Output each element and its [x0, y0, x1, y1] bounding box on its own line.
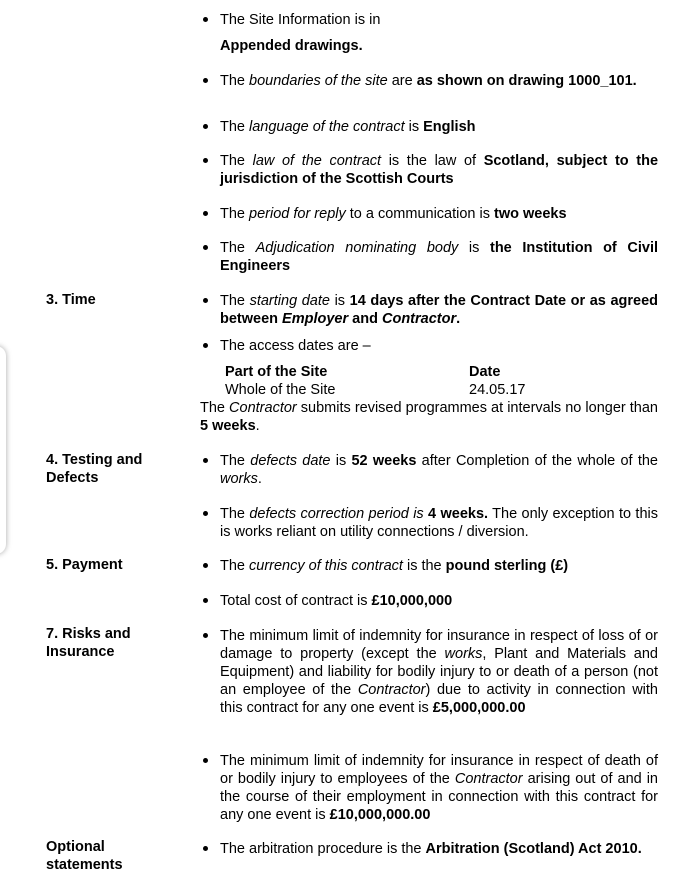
access-table-cell-date: 24.05.17 — [469, 382, 526, 398]
list-item-access-dates: The access dates are – — [220, 337, 658, 355]
list-item-total-cost: Total cost of contract is £10,000,000 — [220, 592, 658, 610]
access-table-cell-part: Whole of the Site — [225, 382, 336, 398]
section-optional-statements: Optional statements — [46, 839, 123, 873]
list-item-adjudication: The Adjudication nominating body is the Institution of Civil Engineers — [220, 240, 659, 274]
section-payment: 5. Payment — [46, 557, 123, 573]
list-item-language: The language of the contract is English — [220, 118, 658, 136]
list-item-currency: The currency of this contract is the pound sterling (£) — [220, 557, 658, 575]
list-item-period-for-reply: The period for reply to a communication is two weeks — [220, 205, 658, 223]
section-risks-insurance: 7. Risks and Insurance — [46, 626, 131, 660]
section-time: 3. Time — [46, 292, 96, 308]
list-item-indemnity-property: The minimum limit of indemnity for insurance in respect of loss of or damage to property (except the works, Plant and Materials and Equipment) and liability for bodily injury to or death of a person (not an employee of the Contractor) due to activity in connection with this contract for any one event is £5,000,000.00 — [220, 628, 658, 716]
list-item-boundaries: The boundaries of the site are as shown on drawing 1000_101. — [220, 72, 658, 90]
access-table-header-part: Part of the Site — [225, 364, 328, 380]
list-item-defects-date: The defects date is 52 weeks after Completion of the whole of the works. — [220, 453, 658, 487]
page-edge-shadow — [0, 346, 6, 554]
list-item-law: The law of the contract is the law of Scotland, subject to the jurisdiction of the Scottish Courts — [220, 153, 659, 187]
list-item-defects-correction: The defects correction period is 4 weeks. The only exception to this is works reliant on utility connections / diversion. — [220, 506, 658, 540]
list-item-arbitration: The arbitration procedure is the Arbitration (Scotland) Act 2010. — [220, 840, 658, 858]
list-item-site-information: The Site Information is in — [220, 11, 658, 29]
section-testing-defects: 4. Testing and Defects — [46, 452, 143, 486]
access-table-header-date: Date — [469, 364, 501, 380]
programmes-paragraph: The Contractor submits revised programmes at intervals no longer than 5 weeks. — [200, 400, 659, 434]
site-information-value: Appended drawings. — [220, 38, 363, 54]
list-item-starting-date: The starting date is 14 days after the Contract Date or as agreed between Employer and Contractor. — [220, 293, 658, 327]
list-item-indemnity-employees: The minimum limit of indemnity for insurance in respect of death of or bodily injury to employees of the Contractor arising out of and in the course of their employment in connection with this contract for any one event is £10,000,000.00 — [220, 753, 659, 823]
